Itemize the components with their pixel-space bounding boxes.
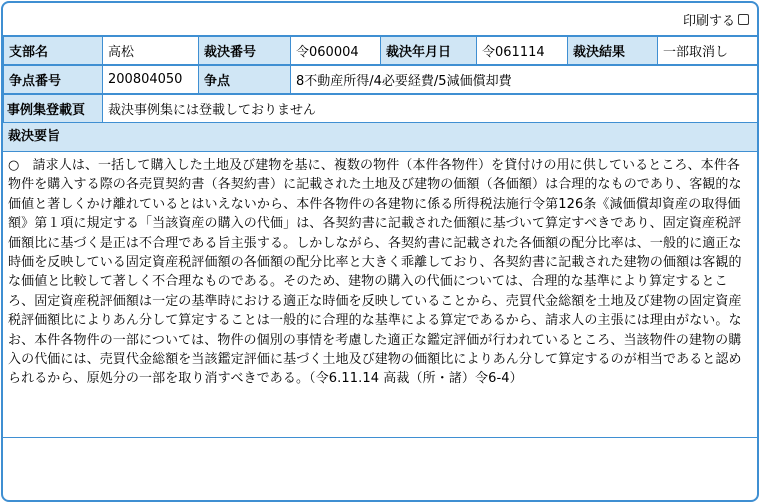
metadata-table-row1 bbox=[3, 36, 758, 65]
issue-number-label: 争点番号 bbox=[4, 66, 103, 94]
decision-card bbox=[1, 1, 759, 502]
print-bar bbox=[3, 3, 757, 36]
issue-number-value: 200804050 bbox=[103, 66, 199, 94]
summary-text: ○ 請求人は、一括して購入した土地及び建物を基に、複数の物件（本件各物件）を貸付けの用に供しているところ、本件各物件を購入する際の各売買契約書（各契約書）に記載された土地及び建物の価額（各価額）は合理的なものであり、客観的な価値と著しくかけ離れているとはいえないから、本件各物件の各建物に係る所得税法施行令第126条《減価償却資産の取得価額》第１項に規定する「当該資産の購入の代価」は、各契約書に記載された価額に基づいて算定すべきであり、固定資産税評価額比に基づく是正は不合理である旨主張する。しかしながら、各契約書に記載された各価額の配分比率は、一般的に適正な時価を反映している固定資産税評価額の各価額の配分比率と大きく乖離しており、各契約書に記載された建物の価額は客観的な価値と比較して著しく不合理なものである。そのため、建物の購入の代価については、合理的な基準により算定するところ、固定資産税評価額は一定の基準時における適正な時価を反映していることから、売買代金総額を土地及び建物の固定資産税評価額比によりあん分して算定することは一般的に合理的な基準による算定であるから、請求人の主張には理由がない。なお、本件各物件の一部については、物件の個別の事情を考慮した適正な鑑定評価が行われているところ、当該物件の建物の購入の代価には、売買代金総額を当該鑑定評価に基づく土地及び建物の価額比によりあん分して算定するのが相当であると認められるから、原処分の一部を取り消すべきである。（令6.11.14 高裁（所・諸）令6-4） bbox=[3, 152, 757, 438]
decision-date-value: 令061114 bbox=[477, 37, 568, 65]
decision-number-value: 令060004 bbox=[291, 37, 381, 65]
table-row bbox=[4, 37, 758, 65]
table-row bbox=[4, 95, 758, 123]
metadata-table-row2 bbox=[3, 65, 758, 94]
table-row bbox=[4, 66, 758, 94]
issue-label: 争点 bbox=[199, 66, 291, 94]
decision-number-label: 裁決番号 bbox=[199, 37, 291, 65]
decision-date-label: 裁決年月日 bbox=[381, 37, 477, 65]
metadata-table-row3 bbox=[3, 94, 758, 123]
print-checkbox[interactable] bbox=[738, 14, 749, 25]
decision-result-value: 一部取消し bbox=[658, 37, 758, 65]
summary-heading: 裁決要旨 bbox=[3, 123, 757, 152]
casebook-label: 事例集登載頁 bbox=[4, 95, 103, 123]
casebook-value: 裁決事例集には登載しておりません bbox=[103, 95, 758, 123]
branch-label: 支部名 bbox=[4, 37, 103, 65]
print-label: 印刷する bbox=[682, 13, 735, 29]
branch-value: 高松 bbox=[103, 37, 199, 65]
decision-result-label: 裁決結果 bbox=[568, 37, 658, 65]
issue-value: 8不動産所得/4必要経費/5減価償却費 bbox=[291, 66, 758, 94]
